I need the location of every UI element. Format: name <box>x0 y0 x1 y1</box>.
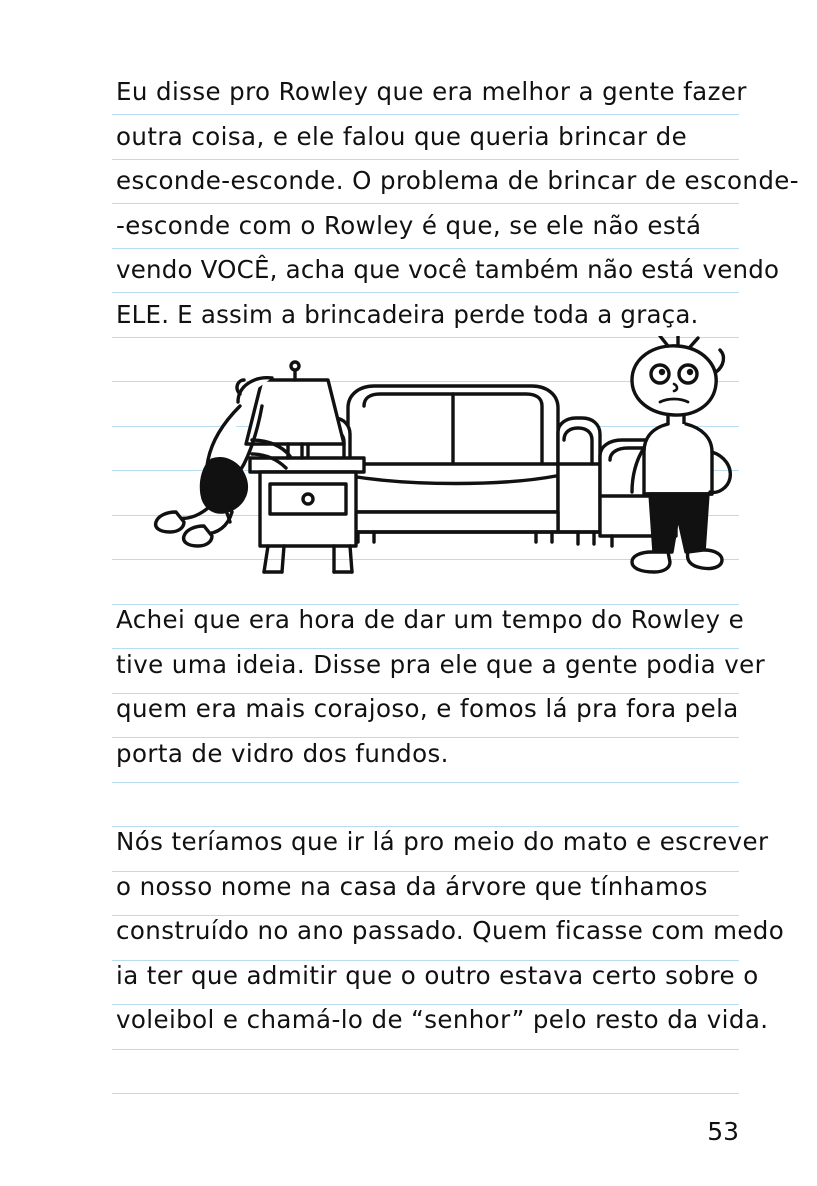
text-line: ELE. E assim a brincadeira perde toda a graça. <box>116 299 699 329</box>
paragraph-3 <box>116 820 785 1043</box>
text-line: voleibol e chamá-lo de “senhor” pelo resto da vida. <box>116 1005 769 1034</box>
text-line: vendo VOCÊ, acha que você também não está vendo <box>116 255 780 284</box>
text-line: Achei que era hora de dar um tempo do Rowley e <box>116 605 745 634</box>
text-line: Nós teríamos que ir lá pro meio do mato e escrever <box>116 827 769 856</box>
text-line: outra coisa, e ele falou que queria brincar de <box>116 121 688 151</box>
text-line: ia ter que admitir que o outro estava certo sobre o <box>116 960 759 990</box>
page-number: 53 <box>707 1117 739 1146</box>
text-line: tive uma ideia. Disse pra ele que a gente podia ver <box>116 649 766 679</box>
text-line: construído no ano passado. Quem ficasse com medo <box>116 916 785 945</box>
text-line: Eu disse pro Rowley que era melhor a gente fazer <box>116 77 747 106</box>
text-line: quem era mais corajoso, e fomos lá pra fora pela <box>116 694 739 723</box>
page-content <box>112 0 799 1186</box>
text-line: esconde-esconde. O problema de brincar de esconde- <box>116 166 799 195</box>
text-line: -esconde com o Rowley é que, se ele não está <box>116 210 702 240</box>
illustration <box>112 336 740 582</box>
text-line: o nosso nome na casa da árvore que tínhamos <box>116 871 708 901</box>
text-line: porta de vidro dos fundos. <box>116 738 449 768</box>
illustration-drawing <box>112 336 740 582</box>
side-table-with-drawer <box>250 458 364 572</box>
paragraph-1 <box>116 70 799 337</box>
paragraph-2 <box>116 598 766 776</box>
